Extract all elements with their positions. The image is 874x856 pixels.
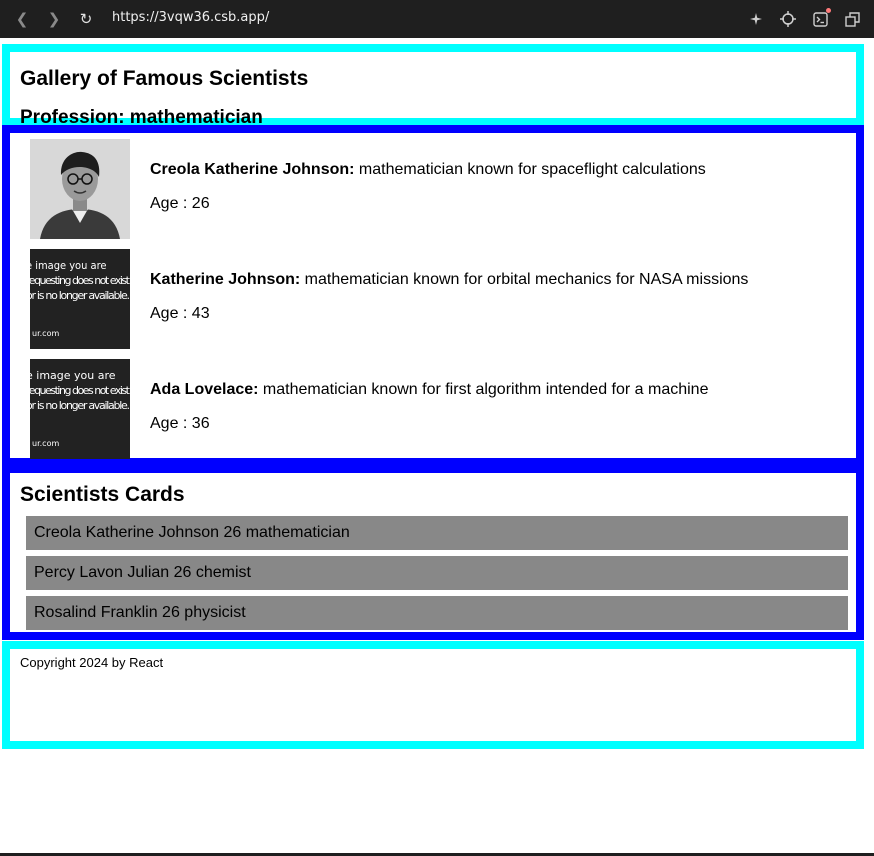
scientist-known-for: mathematician known for spaceflight calculations — [354, 161, 706, 178]
chevron-right-icon: ❯ — [47, 10, 61, 28]
gallery-section — [2, 125, 864, 466]
scientist-description — [150, 161, 706, 179]
scientist-name: Ada Lovelace: — [150, 381, 259, 398]
terminal-icon — [813, 12, 828, 27]
browser-toolbar — [0, 0, 874, 38]
scientist-name: Katherine Johnson: — [150, 271, 301, 288]
scientist-known-for: mathematician known for first algorithm intended for a machine — [258, 381, 709, 398]
unavailable-line: requesting does not exist — [26, 384, 130, 397]
portrait-photo — [30, 139, 130, 239]
header-section — [2, 44, 864, 126]
unavailable-line: ur.com — [32, 439, 60, 448]
windows-icon — [845, 12, 860, 27]
reload-icon: ↻ — [79, 10, 93, 28]
scientist-description — [150, 381, 708, 399]
forward-button[interactable] — [42, 7, 66, 31]
chevron-left-icon: ❮ — [15, 10, 29, 28]
image-unavailable — [26, 359, 130, 459]
page-title: Gallery of Famous Scientists — [20, 67, 309, 90]
notification-dot — [826, 8, 831, 13]
unavailable-line: e image you are — [26, 259, 107, 272]
unavailable-line: e image you are — [26, 369, 116, 382]
unavailable-line: or is no longer available. — [26, 289, 130, 302]
scientist-name: Creola Katherine Johnson: — [150, 161, 355, 178]
unavailable-line: requesting does not exist — [26, 274, 130, 287]
scientist-card: Creola Katherine Johnson 26 mathematician — [26, 516, 848, 550]
cards-section — [2, 465, 864, 640]
scientist-item — [26, 359, 850, 459]
scientist-item — [30, 139, 850, 239]
footer-section — [2, 641, 864, 749]
unavailable-line: ur.com — [32, 329, 60, 338]
scientist-card: Rosalind Franklin 26 physicist — [26, 596, 848, 630]
scientist-description — [150, 271, 748, 289]
address-bar[interactable]: https://3vqw36.csb.app/ — [112, 10, 270, 25]
inspect-button[interactable] — [777, 8, 799, 30]
scientist-known-for: mathematician known for orbital mechanics for NASA missions — [300, 271, 749, 288]
reload-button[interactable] — [74, 7, 98, 31]
profession-heading: Profession: mathematician — [20, 107, 263, 128]
unavailable-line: or is no longer available. — [26, 399, 130, 412]
crosshair-icon — [780, 11, 796, 27]
image-unavailable — [26, 249, 130, 349]
sparkle-icon — [749, 12, 763, 26]
scientist-card: Percy Lavon Julian 26 chemist — [26, 556, 848, 590]
scientist-age: Age : 43 — [150, 305, 210, 322]
scientist-age: Age : 26 — [150, 195, 210, 212]
scientist-item — [26, 249, 850, 349]
cards-title: Scientists Cards — [20, 483, 185, 506]
back-button[interactable] — [10, 7, 34, 31]
sparkle-button[interactable] — [745, 8, 767, 30]
windows-button[interactable] — [841, 8, 863, 30]
scientist-age: Age : 36 — [150, 415, 210, 432]
copyright-text: Copyright 2024 by React — [20, 655, 164, 670]
